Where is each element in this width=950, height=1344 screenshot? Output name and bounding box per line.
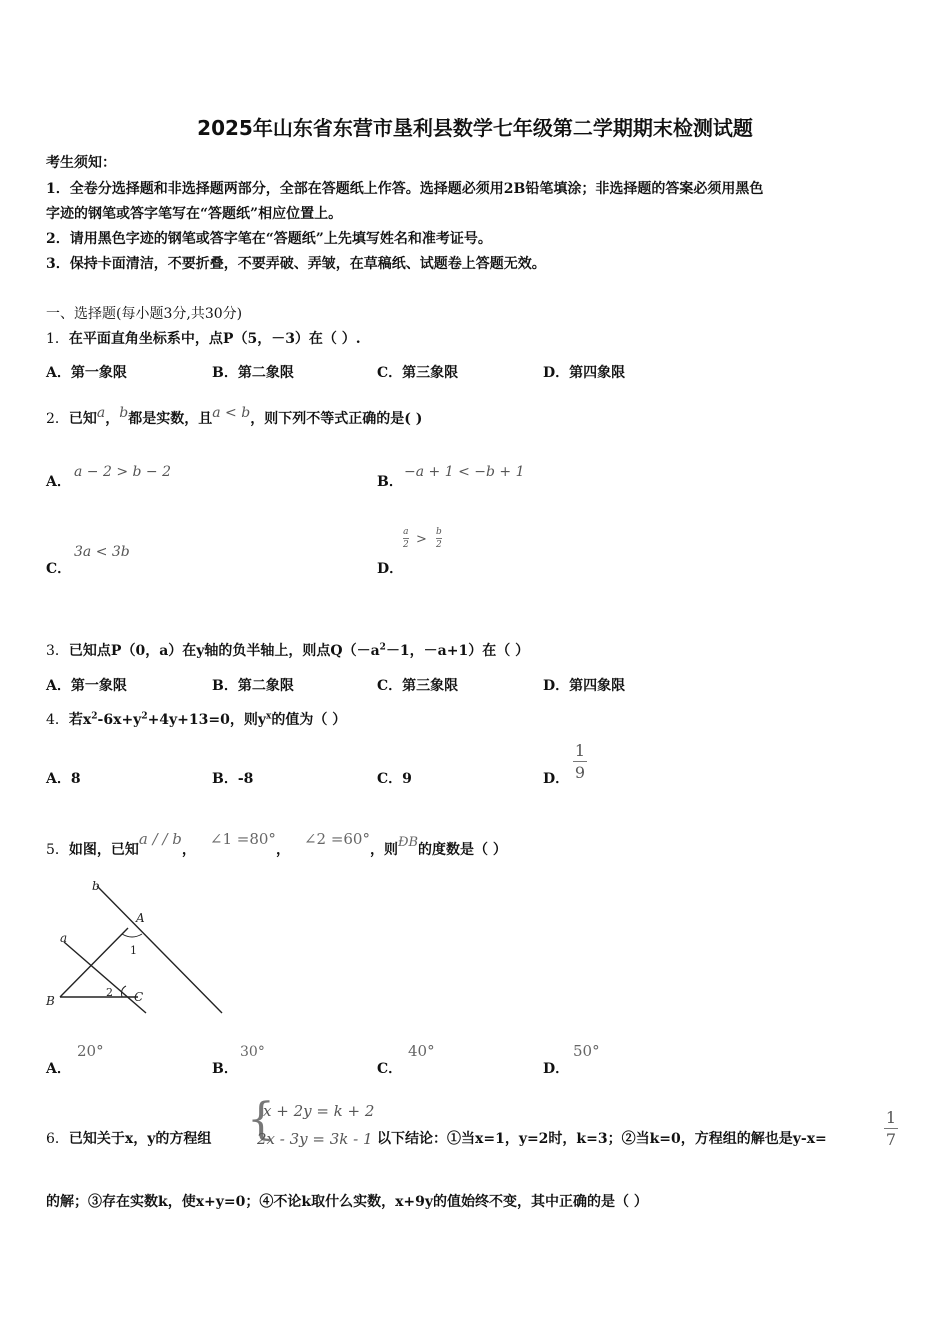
q1-option-c[interactable]: C．第三象限 bbox=[377, 365, 459, 381]
superscript: 2 bbox=[91, 711, 98, 722]
question-number: 5． bbox=[46, 842, 69, 858]
equation-2: 2x - 3y = 3k - 1 bbox=[257, 1130, 373, 1148]
q5-option-c-label[interactable]: C． bbox=[377, 1061, 403, 1077]
q2-option-d-label[interactable]: D． bbox=[377, 561, 404, 577]
page-title: 2025年山东省东营市垦利县数学七年级第二学期期末检测试题 bbox=[197, 116, 753, 140]
question-text: －1，－a+1）在（ ） bbox=[385, 643, 530, 659]
label-angle-1: 1 bbox=[130, 944, 137, 957]
section-heading: 一、选择题(每小题3分,共30分) bbox=[46, 306, 243, 322]
question-text: ， bbox=[105, 411, 120, 427]
fraction-bar bbox=[573, 761, 587, 762]
q1-option-a[interactable]: A．第一象限 bbox=[46, 365, 127, 381]
label-point-b: B bbox=[46, 994, 55, 1008]
q3-option-c[interactable]: C．第三象限 bbox=[377, 678, 459, 694]
math-angle-2: ∠2 =60° bbox=[303, 830, 370, 848]
brace-icon: { bbox=[247, 1094, 275, 1145]
math-condition: a < b bbox=[212, 405, 251, 421]
question-text: 的值为（ ） bbox=[271, 712, 347, 728]
fraction-denominator: 2 bbox=[436, 540, 442, 550]
q5-option-b-label[interactable]: B． bbox=[212, 1061, 238, 1077]
q5-option-a-label[interactable]: A． bbox=[46, 1061, 71, 1077]
equation-1: x + 2y = k + 2 bbox=[263, 1102, 375, 1120]
question-5 bbox=[46, 830, 507, 859]
q3-option-d[interactable]: D．第四象限 bbox=[543, 678, 626, 694]
question-text: 已知点P（0，a）在y轴的负半轴上，则点Q（－a bbox=[68, 643, 380, 659]
segment-ba bbox=[60, 928, 128, 997]
label-b-line: b bbox=[92, 879, 100, 893]
q4-option-b[interactable]: B．-8 bbox=[212, 771, 254, 787]
fraction-denominator: 2 bbox=[403, 540, 409, 550]
q2-option-b-label[interactable]: B． bbox=[377, 474, 403, 490]
q2-option-b-expr[interactable]: −a + 1 < −b + 1 bbox=[404, 464, 525, 480]
question-number: 2． bbox=[46, 411, 69, 427]
question-text: 的度数是（ ） bbox=[418, 842, 507, 858]
notice-line-2: 2．请用黑色字迹的钢笔或答字笔在“答题纸”上先填写姓名和准考证号。 bbox=[46, 231, 492, 247]
q4-option-a[interactable]: A．8 bbox=[46, 771, 81, 787]
fraction-bar bbox=[403, 538, 409, 539]
q4-option-c[interactable]: C．9 bbox=[377, 771, 412, 787]
question-text-conclusions: 以下结论：①当x=1，y=2时，k=3；②当k=0，方程组的解也是y-x= bbox=[377, 1131, 827, 1147]
fraction-numerator: 1 bbox=[885, 1108, 897, 1127]
question-text: 都是实数，且 bbox=[128, 411, 213, 427]
question-number: 1． bbox=[46, 331, 69, 347]
q4-option-d[interactable]: D． bbox=[543, 771, 570, 787]
math-parallel: a / / b bbox=[138, 830, 182, 848]
question-text: 若x bbox=[68, 712, 92, 728]
question-2 bbox=[46, 405, 423, 428]
q5-option-a-value[interactable]: 20° bbox=[77, 1042, 104, 1060]
question-text: 已知关于x，y的方程组 bbox=[68, 1131, 212, 1147]
q2-option-d-frac-right[interactable] bbox=[436, 527, 442, 550]
question-text: 在平面直角坐标系中，点P（5，－3）在（ ）. bbox=[68, 331, 361, 347]
math-a: a bbox=[96, 405, 106, 421]
q4-option-d-fraction[interactable] bbox=[573, 741, 587, 782]
notice-heading: 考生须知： bbox=[46, 155, 116, 171]
notice-line-1b: 字迹的钢笔或答字笔写在“答题纸”相应位置上。 bbox=[46, 206, 343, 222]
label-a-line: a bbox=[60, 931, 68, 945]
question-text: ， bbox=[275, 842, 290, 858]
q3-option-a[interactable]: A．第一象限 bbox=[46, 678, 127, 694]
fraction-bar bbox=[884, 1128, 898, 1129]
question-number: 6． bbox=[46, 1131, 69, 1147]
q5-geometry-figure bbox=[40, 876, 240, 1026]
q2-option-d-frac-left[interactable] bbox=[403, 527, 409, 550]
notice-line-1a: 1．全卷分选择题和非选择题两部分，全部在答题纸上作答。选择题必须用2B铅笔填涂；非选择题的答案必须用黑色 bbox=[46, 181, 764, 197]
angle-1-arc bbox=[122, 934, 142, 937]
fraction-numerator: b bbox=[436, 527, 442, 537]
q5-option-c-value[interactable]: 40° bbox=[408, 1042, 435, 1060]
q2-option-d-op: > bbox=[416, 532, 427, 547]
fraction-denominator: 7 bbox=[885, 1130, 897, 1149]
math-b: b bbox=[119, 405, 129, 421]
math-angle-b: ÐB bbox=[397, 835, 419, 850]
line-b bbox=[97, 886, 222, 1013]
question-text: 已知 bbox=[68, 411, 97, 427]
question-text: -6x+y bbox=[97, 712, 142, 728]
fraction-numerator: a bbox=[403, 527, 409, 537]
question-text: ，则 bbox=[369, 842, 398, 858]
superscript: 2 bbox=[141, 711, 148, 722]
superscript: x bbox=[266, 711, 272, 722]
q5-option-d-label[interactable]: D． bbox=[543, 1061, 570, 1077]
q1-option-d[interactable]: D．第四象限 bbox=[543, 365, 626, 381]
q6-fraction bbox=[884, 1108, 898, 1149]
question-6 bbox=[46, 1128, 211, 1148]
label-angle-2: 2 bbox=[106, 986, 113, 999]
question-number: 4． bbox=[46, 712, 69, 728]
q2-option-a-expr[interactable]: a − 2 > b − 2 bbox=[74, 464, 172, 480]
math-angle-1: ∠1 =80° bbox=[209, 830, 276, 848]
q2-option-c-expr[interactable]: 3a < 3b bbox=[74, 544, 130, 560]
q2-option-a-label[interactable]: A． bbox=[46, 474, 71, 490]
fraction-denominator: 9 bbox=[574, 763, 586, 782]
question-text: +4y+13=0，则y bbox=[147, 712, 267, 728]
q1-option-b[interactable]: B．第二象限 bbox=[212, 365, 294, 381]
question-text: 如图，已知 bbox=[68, 842, 139, 858]
question-number: 3． bbox=[46, 643, 69, 659]
label-point-c: C bbox=[134, 990, 144, 1004]
question-3 bbox=[46, 640, 529, 660]
question-text-continued: 的解；③存在实数k，使x+y=0；④不论k取什么实数，x+9y的值始终不变，其中正确的是（ ） bbox=[46, 1194, 648, 1210]
question-text: ，则下列不等式正确的是( ) bbox=[250, 411, 423, 427]
superscript: 2 bbox=[379, 642, 386, 653]
fraction-bar bbox=[436, 538, 442, 539]
q5-option-d-value[interactable]: 50° bbox=[573, 1042, 600, 1060]
label-point-a: A bbox=[136, 911, 145, 925]
q5-option-b-value[interactable]: 30° bbox=[240, 1044, 265, 1060]
notice-line-3: 3．保持卡面清洁，不要折叠，不要弄破、弄皱，在草稿纸、试题卷上答题无效。 bbox=[46, 256, 546, 272]
fraction-numerator: 1 bbox=[574, 741, 586, 760]
question-text: ， bbox=[181, 842, 196, 858]
question-4 bbox=[46, 709, 346, 729]
q2-option-c-label[interactable]: C． bbox=[46, 561, 72, 577]
question-1 bbox=[46, 328, 361, 348]
q3-option-b[interactable]: B．第二象限 bbox=[212, 678, 294, 694]
